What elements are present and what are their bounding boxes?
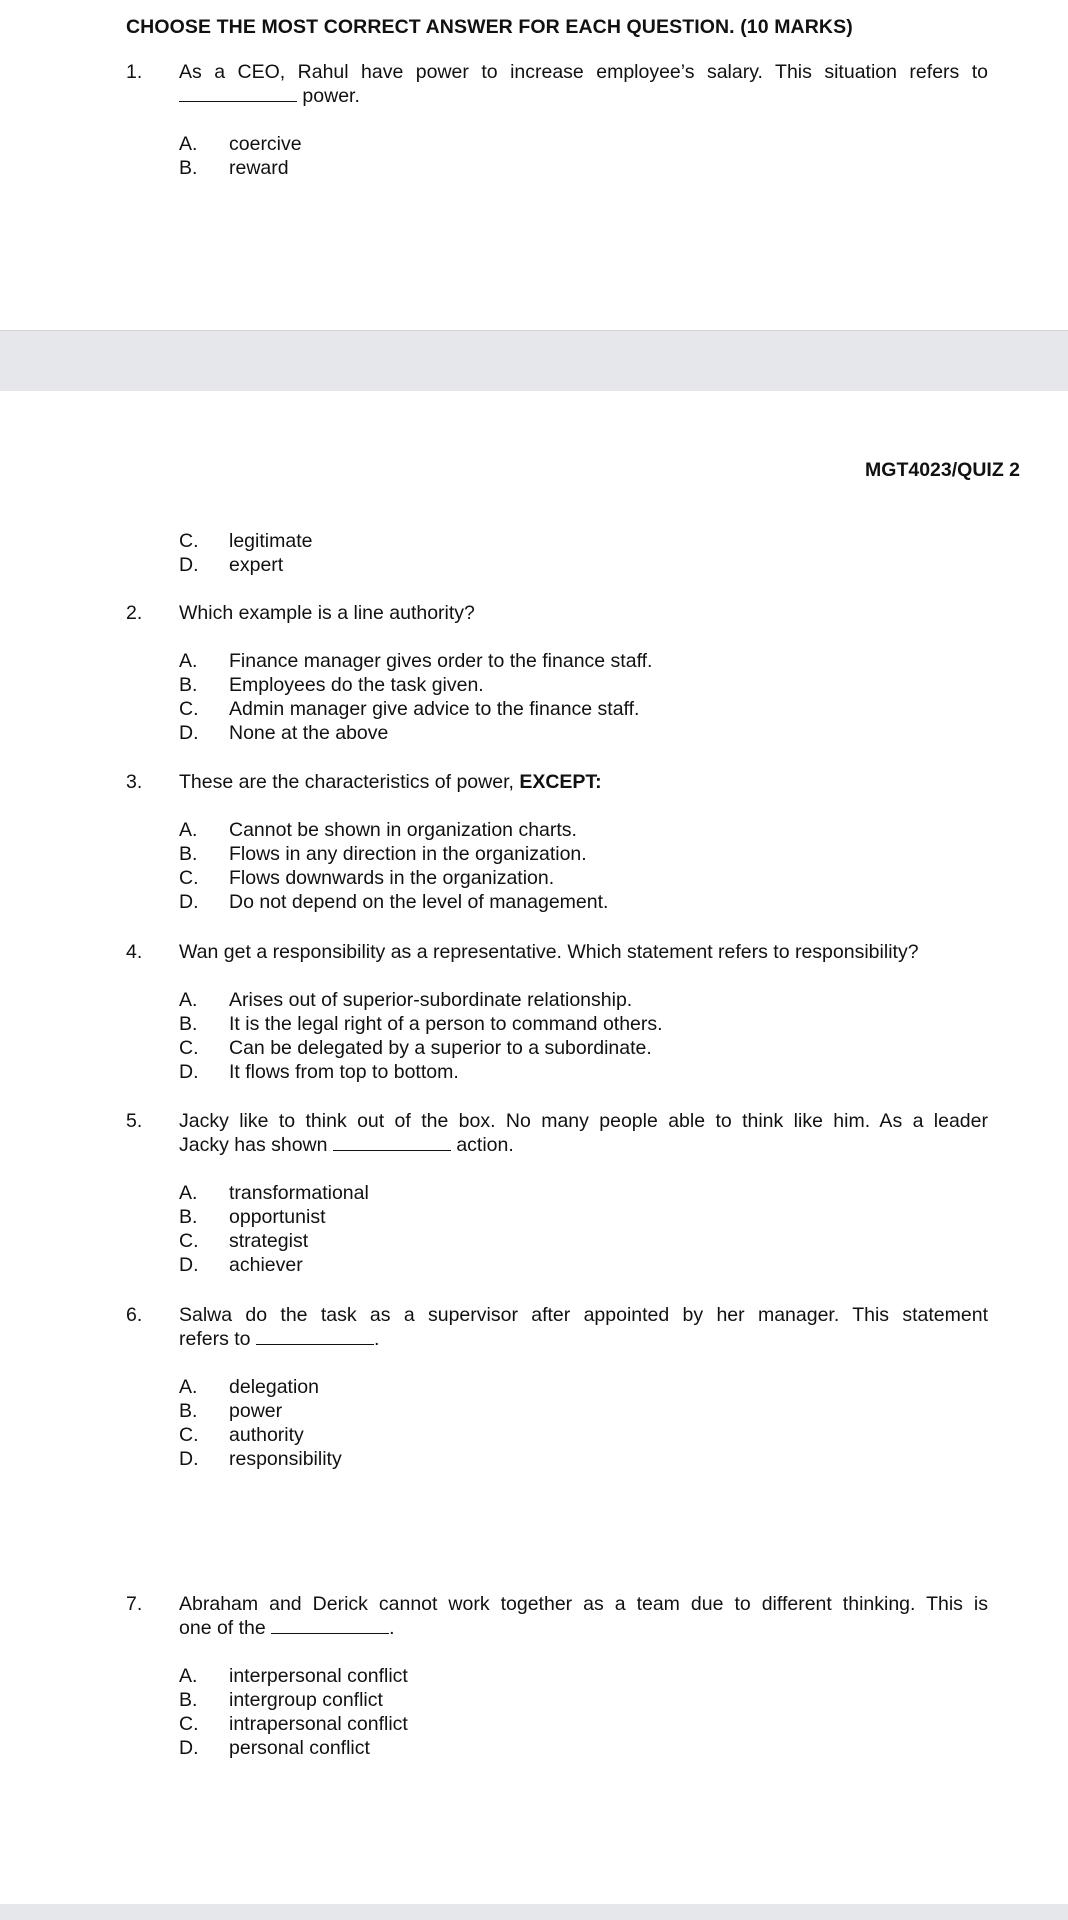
option-a: A. Finance manager gives order to the finance staff. <box>179 650 653 672</box>
option-b: B. opportunist <box>179 1206 326 1228</box>
options-list <box>179 1181 988 1277</box>
question-text: Which example is a line authority? <box>179 602 475 624</box>
option-d: D. achiever <box>179 1254 303 1276</box>
answer-blank <box>179 85 297 102</box>
question-number: 6. <box>126 1304 143 1326</box>
question-text: Wan get a responsibility as a representative. Which statement refers to responsibility? <box>179 941 919 963</box>
option-b: B. intergroup conflict <box>179 1689 383 1711</box>
option-b: B. reward <box>179 157 289 179</box>
option-a: A. transformational <box>179 1182 369 1204</box>
option-d: D. expert <box>179 554 284 576</box>
question-number: 7. <box>126 1593 143 1615</box>
question-number: 1. <box>126 61 143 83</box>
question-number: 5. <box>126 1110 143 1132</box>
question-7 <box>126 1592 988 1760</box>
options-list <box>179 988 988 1084</box>
option-b: B. power <box>179 1400 283 1422</box>
option-d: D. personal conflict <box>179 1737 370 1759</box>
answer-blank <box>271 1617 389 1634</box>
question-2 <box>126 601 988 745</box>
option-c: C. legitimate <box>179 530 313 552</box>
option-c: C. intrapersonal conflict <box>179 1713 408 1735</box>
question-text: Abraham and Derick cannot work together as a team due to different thinking. This is one of the . <box>179 1593 988 1639</box>
options-list <box>179 649 988 745</box>
question-text: Jacky like to think out of the box. No many people able to think like him. As a leader Jacky has shown action. <box>179 1110 988 1156</box>
option-a: A. interpersonal conflict <box>179 1665 408 1687</box>
option-d: D. Do not depend on the level of management. <box>179 891 609 913</box>
option-a: A. coercive <box>179 133 302 155</box>
document-page-1 <box>0 0 1068 330</box>
option-d: D. responsibility <box>179 1448 342 1470</box>
option-a: A. Cannot be shown in organization charts. <box>179 819 577 841</box>
instructions-heading: CHOOSE THE MOST CORRECT ANSWER FOR EACH QUESTION. (10 MARKS) <box>126 16 853 38</box>
option-b: B. Flows in any direction in the organization. <box>179 843 587 865</box>
question-number: 2. <box>126 602 143 624</box>
question-number: 3. <box>126 771 143 793</box>
option-d: D. It flows from top to bottom. <box>179 1061 459 1083</box>
answer-blank <box>256 1328 374 1345</box>
page-gap <box>0 330 1068 392</box>
options-list <box>179 818 988 914</box>
question-1-continued <box>126 529 988 577</box>
options-list <box>179 132 988 180</box>
options-list <box>179 529 988 577</box>
option-c: C. Flows downwards in the organization. <box>179 867 555 889</box>
option-b: B. Employees do the task given. <box>179 674 484 696</box>
question-text: As a CEO, Rahul have power to increase employee’s salary. This situation refers to power. <box>179 61 988 107</box>
options-list <box>179 1375 988 1471</box>
option-c: C. Admin manager give advice to the finance staff. <box>179 698 640 720</box>
question-5 <box>126 1109 988 1277</box>
option-d: D. None at the above <box>179 722 389 744</box>
question-1 <box>126 60 988 180</box>
except-keyword: EXCEPT: <box>519 771 602 793</box>
option-a: A. Arises out of superior-subordinate relationship. <box>179 989 633 1011</box>
question-3 <box>126 770 988 914</box>
answer-blank <box>333 1134 451 1151</box>
question-text: These are the characteristics of power, EXCEPT: <box>179 771 602 793</box>
question-text: Salwa do the task as a supervisor after appointed by her manager. This statement refers to . <box>179 1304 988 1350</box>
option-c: C. strategist <box>179 1230 309 1252</box>
question-6 <box>126 1303 988 1471</box>
page-bottom-edge <box>0 1904 1068 1920</box>
options-list <box>179 1664 988 1760</box>
question-4 <box>126 940 988 1084</box>
question-number: 4. <box>126 941 143 963</box>
page-label: MGT4023/QUIZ 2 <box>865 459 1020 481</box>
option-b: B. It is the legal right of a person to command others. <box>179 1013 663 1035</box>
option-c: C. Can be delegated by a superior to a subordinate. <box>179 1037 652 1059</box>
document-page-2 <box>0 391 1068 1904</box>
option-a: A. delegation <box>179 1376 319 1398</box>
option-c: C. authority <box>179 1424 304 1446</box>
